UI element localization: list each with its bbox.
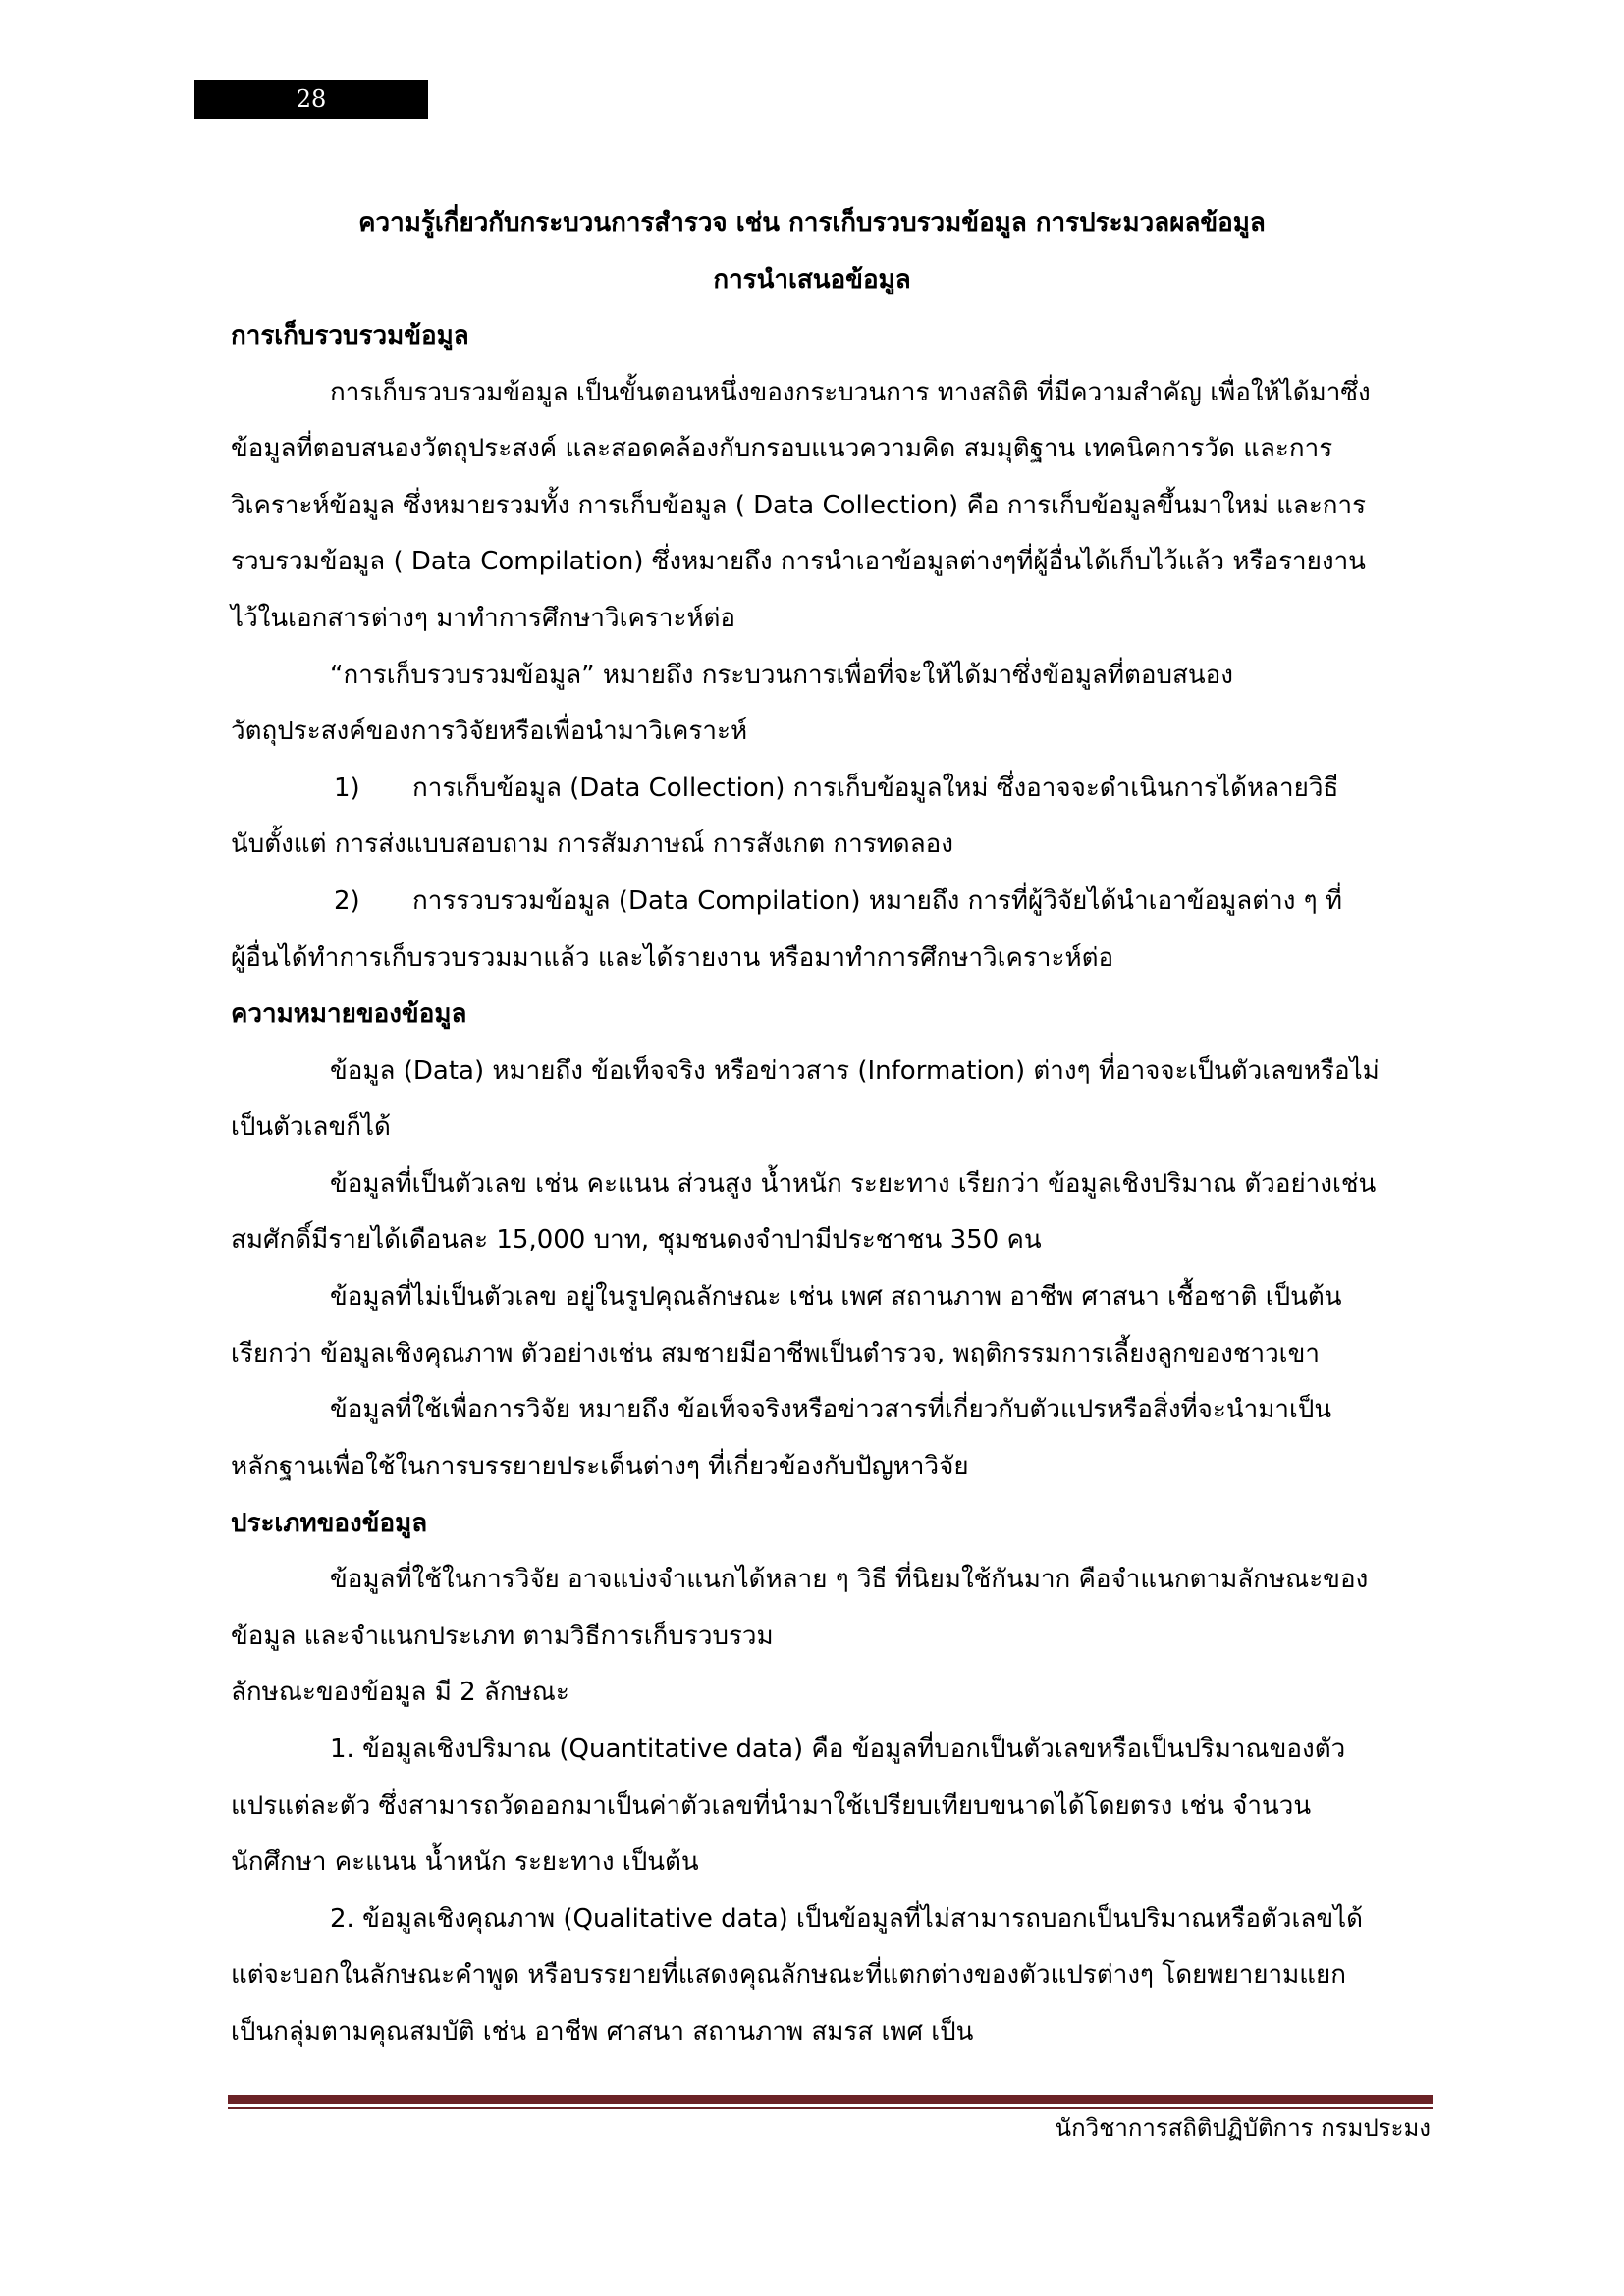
paragraph-line: “การเก็บรวบรวมข้อมูล” หมายถึง กระบวนการเพื่อที่จะให้ได้มาซึ่งข้อมูลที่ตอบสนอง: [330, 661, 1233, 690]
section-heading-data-meaning: ความหมายของข้อมูล: [231, 999, 467, 1029]
paragraph-line: ข้อมูลที่ใช้ในการวิจัย อาจแบ่งจำแนกได้หลาย ๆ วิธี ที่นิยมใช้กันมาก คือจำแนกตามลักษณะของ: [330, 1565, 1369, 1594]
paragraph-line: ข้อมูลที่ไม่เป็นตัวเลข อยู่ในรูปคุณลักษณะ เช่น เพศ สถานภาพ อาชีพ ศาสนา เชื้อชาติ เป็นต้น: [330, 1282, 1342, 1311]
paragraph-line: วิเคราะห์ข้อมูล ซึ่งหมายรวมทั้ง การเก็บข้อมูล ( Data Collection) คือ การเก็บข้อมูลขึ้นมาใหม่ และการ: [231, 491, 1367, 520]
section-heading-data-collection: การเก็บรวบรวมข้อมูล: [231, 321, 469, 350]
paragraph-line: ไว้ในเอกสารต่างๆ มาทำการศึกษาวิเคราะห์ต่อ: [231, 604, 736, 633]
list-item-text: การเก็บข้อมูล (Data Collection) การเก็บข้อมูลใหม่ ซึ่งอาจจะดำเนินการได้หลายวิธี: [412, 774, 1339, 803]
paragraph-line: ข้อมูล (Data) หมายถึง ข้อเท็จจริง หรือข่าวสาร (Information) ต่างๆ ที่อาจจะเป็นตัวเลขหรือไม่: [330, 1056, 1380, 1086]
paragraph-line: ข้อมูลที่เป็นตัวเลข เช่น คะแนน ส่วนสูง น้ำหนัก ระยะทาง เรียกว่า ข้อมูลเชิงปริมาณ ตัวอย่างเช่น: [330, 1169, 1377, 1199]
paragraph-line: เรียกว่า ข้อมูลเชิงคุณภาพ ตัวอย่างเช่น สมชายมีอาชีพเป็นตำรวจ, พฤติกรรมการเลี้ยงลูกของชาวเขา: [231, 1339, 1320, 1368]
paragraph-line: 1. ข้อมูลเชิงปริมาณ (Quantitative data) คือ ข้อมูลที่บอกเป็นตัวเลขหรือเป็นปริมาณของตัว: [330, 1735, 1346, 1764]
paragraph-line: 2. ข้อมูลเชิงคุณภาพ (Qualitative data) เป็นข้อมูลที่ไม่สามารถบอกเป็นปริมาณหรือตัวเลขได้: [330, 1904, 1364, 1934]
list-item-marker: 2): [334, 886, 360, 916]
list-item-text: การรวบรวมข้อมูล (Data Compilation) หมายถึง การที่ผู้วิจัยได้นำเอาข้อมูลต่าง ๆ ที่: [412, 886, 1343, 916]
paragraph-line: สมศักดิ์มีรายได้เดือนละ 15,000 บาท, ชุมชนดงจำปามีประชาชน 350 คน: [231, 1225, 1042, 1255]
paragraph-line: การเก็บรวบรวมข้อมูล เป็นขั้นตอนหนึ่งของกระบวนการ ทางสถิติ ที่มีความสำคัญ เพื่อให้ได้มาซึ่ง: [330, 378, 1371, 407]
paragraph-line: ลักษณะของข้อมูล มี 2 ลักษณะ: [231, 1678, 569, 1707]
footer-text: นักวิชาการสถิติปฏิบัติการ กรมประมง: [1055, 2114, 1431, 2142]
footer-rule-thick: [228, 2095, 1433, 2104]
paragraph-line: ข้อมูลที่ตอบสนองวัตถุประสงค์ และสอดคล้องกับกรอบแนวความคิด สมมุติฐาน เทคนิคการวัด และการ: [231, 434, 1333, 463]
paragraph-line: ข้อมูล และจำแนกประเภท ตามวิธีการเก็บรวบรวม: [231, 1622, 774, 1651]
paragraph-line: นักศึกษา คะแนน น้ำหนัก ระยะทาง เป็นต้น: [231, 1847, 699, 1877]
paragraph-line: ข้อมูลที่ใช้เพื่อการวิจัย หมายถึง ข้อเท็จจริงหรือข่าวสารที่เกี่ยวกับตัวแปรหรือสิ่งที่จะนำมาเป็น: [330, 1395, 1332, 1424]
paragraph-line: รวบรวมข้อมูล ( Data Compilation) ซึ่งหมายถึง การนำเอาข้อมูลต่างๆที่ผู้อื่นได้เก็บไว้แล้ว หรือรายงาน: [231, 547, 1366, 576]
paragraph-line: วัตถุประสงค์ของการวิจัยหรือเพื่อนำมาวิเคราะห์: [231, 717, 748, 746]
page-number: 28: [296, 85, 327, 113]
document-title-line-1: ความรู้เกี่ยวกับกระบวนการสำรวจ เช่น การเก็บรวบรวมข้อมูล การประมวลผลข้อมูล: [358, 208, 1266, 238]
paragraph-line: เป็นกลุ่มตามคุณสมบัติ เช่น อาชีพ ศาสนา สถานภาพ สมรส เพศ เป็น: [231, 2017, 974, 2047]
document-title-line-2: การนำเสนอข้อมูล: [713, 265, 911, 294]
paragraph-line: เป็นตัวเลขก็ได้: [231, 1112, 391, 1142]
list-item-marker: 1): [334, 774, 360, 803]
page-number-box: [194, 80, 428, 119]
paragraph-line: แปรแต่ละตัว ซึ่งสามารถวัดออกมาเป็นค่าตัวเลขที่นำมาใช้เปรียบเทียบขนาดได้โดยตรง เช่น จำนวน: [231, 1791, 1312, 1821]
list-item-continuation: นับตั้งแต่ การส่งแบบสอบถาม การสัมภาษณ์ การสังเกต การทดลอง: [231, 829, 953, 859]
paragraph-line: หลักฐานเพื่อใช้ในการบรรยายประเด็นต่างๆ ที่เกี่ยวข้องกับปัญหาวิจัย: [231, 1452, 969, 1481]
paragraph-line: แต่จะบอกในลักษณะคำพูด หรือบรรยายที่แสดงคุณลักษณะที่แตกต่างของตัวแปรต่างๆ โดยพยายามแยก: [231, 1960, 1347, 1990]
list-item-continuation: ผู้อื่นได้ทำการเก็บรวบรวมมาแล้ว และได้รายงาน หรือมาทำการศึกษาวิเคราะห์ต่อ: [231, 943, 1114, 973]
section-heading-data-types: ประเภทของข้อมูล: [231, 1509, 428, 1538]
